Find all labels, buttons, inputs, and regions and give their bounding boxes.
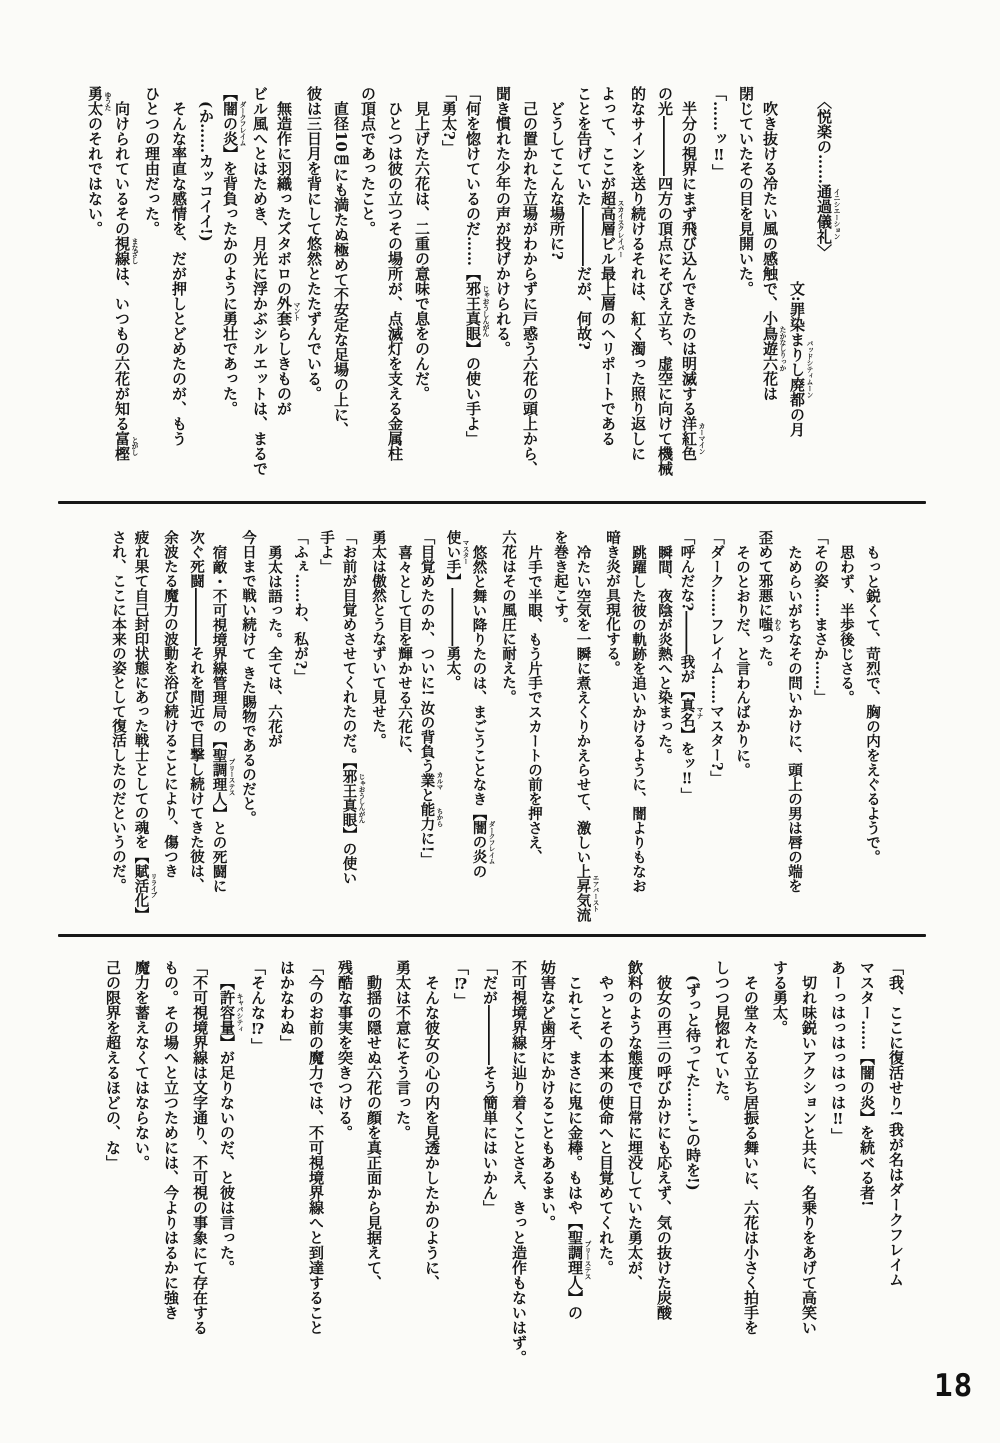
text-line: そんな彼女の心の内を見透かしたかのように、 — [423, 975, 441, 1290]
text-line: ビル風へとはためき、月光に浮かぶシルエットは、まるで — [251, 86, 269, 476]
ruby-annotated-text: 罪染まりし廃都の月 バッドシティムーン — [788, 301, 813, 437]
text-line: 己の置かれた立場がわからずに戸惑う六花の頭上から、 — [521, 101, 539, 476]
text-line: 彼は三日月を背にして悠然とたたずんでいる。 — [305, 86, 323, 401]
text-line: 残酷な事実を突きつける。 — [336, 960, 354, 1140]
text-line: 魔力を蓄えなくてはならない。 — [133, 960, 151, 1170]
ruby-annotated-text: 外套 マント — [275, 296, 300, 326]
story-title: 〈悦楽の……通過儀礼 イニシエーション〉 — [815, 93, 840, 259]
ruby-annotated-text: 許容量 キャパシティ — [218, 990, 243, 1035]
text-line: もっと鋭くて、苛烈で、胸の内をえぐるようで。 — [864, 544, 881, 864]
text-line: その堂々たる立ち居振る舞いに、六花は小さく拍手を — [742, 975, 760, 1335]
text-line: 「⁉」 — [452, 960, 470, 1008]
ruby-annotated-text: 業 カルマ — [418, 771, 443, 790]
text-line: 不可視境界線に辿り着くことさえ、きっと造作もないはず。 — [510, 960, 528, 1365]
text-line: 半分の視界にまず飛び込んできたのは明滅する洋紅色 カーマイン — [680, 101, 705, 461]
text-line: 聞き慣れた少年の声が投げかけられる。 — [494, 86, 512, 356]
section-divider — [58, 501, 926, 504]
text-line: マスター……【闇の炎】を統べる者! — [858, 960, 876, 1207]
ruby-annotated-text: 上昇気流 エアバースト — [574, 863, 599, 922]
text-line: 直径10㎝にも満たぬ極めて不安定な足場の上に、 — [332, 101, 350, 437]
ruby-annotated-text: 使い手 マスター — [444, 530, 469, 574]
ruby-annotated-text: 真名 マナ — [678, 698, 703, 727]
text-line: あーっはっはっはっは‼」 — [829, 960, 847, 1143]
text-line: 勇太は不意にそう言った。 — [394, 960, 412, 1140]
text-line: (ずっと待ってた……この時を!) — [684, 975, 702, 1191]
ruby-annotated-text: 聖調理人 プリーステス — [210, 747, 235, 806]
text-line: 閉じていたその目を見開いた。 — [737, 86, 755, 296]
text-line: これこそ、まさに鬼に金棒。もはや【聖調理人 プリーステス】の — [566, 975, 591, 1320]
text-line: 今日まで戦い続けて きた賜物であるのだと。 — [240, 530, 257, 826]
text-line: やっとその本来の使命へと目覚めてくれた。 — [597, 975, 615, 1275]
text-line: (か……カッコイイ!) — [197, 101, 215, 242]
text-line: 飲料のような態度で日常に埋没していた勇太が、 — [626, 960, 644, 1290]
ruby-annotated-text: 小鳥遊六花 たかなしりっか — [761, 311, 786, 386]
text-line: ひとつは彼の立つその場所が、点滅灯を支える金属柱 — [386, 101, 404, 461]
text-line: 「我、ここに復活せり! 我が名はダークフレイム — [887, 960, 905, 1287]
text-line: 「ダーク……フレイム……マスター?」 — [708, 530, 725, 785]
text-line: 思わず、半歩後じさる。 — [838, 544, 855, 704]
ruby-annotated-text: 闇の炎 ダークフレイム — [221, 101, 246, 146]
text-line: され、ここに本来の姿として復活したのだというのだ。 — [110, 530, 127, 893]
text-line: 「……ッ‼」 — [710, 86, 728, 179]
ruby-annotated-text: 超高層ビル スカイスクレイパー — [599, 191, 624, 266]
ruby-annotated-text: 洋紅色 カーマイン — [680, 416, 705, 461]
text-line: 向けられているその視線 まなざしは、いつもの六花が知る富樫 とがし — [113, 101, 138, 461]
text-line: 見上げた六花は、二重の意味で息をのんだ。 — [413, 101, 431, 401]
ruby-annotated-text: 邪王真眼 じゃおうしんがん — [340, 769, 365, 828]
text-line: 宿敵・不可視境界線管理局の【聖調理人 プリーステス】との死闘に — [210, 544, 235, 893]
text-line: 的なサインを送り続けるそれは、紅く濁った照り返しに — [629, 86, 647, 461]
text-line: そんな率直な感情を、だが押しとどめたのが、もう — [170, 101, 188, 446]
text-line: 「だが――――そう簡単にはいかん」 — [481, 960, 499, 1215]
text-line: 喜々として目を輝かせる六花に、 — [396, 544, 413, 762]
text-line: 「勇太?」 — [440, 86, 458, 155]
text-line: 「呼んだな?―――我が【真名 マナ】をッ‼」 — [678, 530, 703, 802]
text-line: 「ふぇ……わ、私が?」 — [292, 530, 309, 684]
ruby-annotated-text: 賦活化 リライブ — [132, 863, 157, 907]
text-line: 暗き炎が具現化する。 — [604, 530, 621, 675]
text-line: ひとつの理由だった。 — [143, 86, 161, 236]
text-line: 己の限界を超えるほどの、な」 — [104, 960, 122, 1170]
text-line: 【闇の炎 ダークフレイム】を背負ったかのように勇壮であった。 — [221, 86, 246, 416]
text-line: もの。その場へと立つためには、今よりはるかに強き — [162, 960, 180, 1320]
text-line: を巻き起こす。 — [552, 530, 569, 632]
author-credit: 文:罪染まりし廃都の月 バッドシティムーン — [788, 281, 813, 437]
text-line: 妨害など歯牙にかけることもあるまい。 — [539, 960, 557, 1230]
text-line: 「その姿……まさか……」 — [812, 530, 829, 704]
text-line: しつつ見惚れていた。 — [713, 960, 731, 1110]
text-line: 手よ」 — [318, 530, 335, 574]
text-line: 使い手 マスター】――――勇太。 — [444, 530, 469, 690]
text-line: 次ぐ死闘――――それを間近で目撃し続けてきた彼は、 — [188, 530, 205, 893]
ruby-annotated-text: 能力 ちから — [418, 802, 443, 832]
text-line: はかなわぬ」 — [278, 960, 296, 1050]
text-section-awakening — [105, 530, 925, 926]
text-line: 片手で半眼、もう片手でスカートの前を押さえ、 — [526, 544, 543, 864]
ruby-annotated-text: 勇太 ゆうた — [86, 86, 111, 116]
section-divider — [58, 934, 926, 937]
text-line: よって、ここが超高層ビル スカイスクレイパー最上層のヘリポートである — [599, 86, 624, 446]
text-line: 吹き抜ける冷たい風の感触で、小鳥遊六花 たかなしりっかは — [761, 101, 786, 401]
text-line: 「目覚めたのか、ついに! 汝の背負う業 カルマと能力 ちからに!」 — [418, 530, 443, 867]
text-line: 切れ味鋭いアクションと共に、名乗りをあげて高笑い — [800, 975, 818, 1335]
text-section-opening — [84, 86, 925, 496]
text-line: 【許容量 キャパシティ】が足りないのだ、と彼は言った。 — [218, 975, 243, 1275]
text-line: 疲れ果て自己封印状態にあった戦士としての魂を【賦活化 リライブ】 — [132, 530, 157, 922]
text-line: 余波たる魔力の波動を浴び続けることにより、傷つき — [162, 530, 179, 878]
text-line: 冷たい空気を一瞬に煮えくりかえらせて、激しい上昇気流 エアバースト — [574, 544, 599, 922]
ruby-annotated-text: 富樫 とがし — [113, 431, 138, 461]
text-line: ことを告げていた――――だが、何故? — [575, 86, 593, 350]
text-line: 勇太は傲然とうなずいて見せた。 — [370, 530, 387, 748]
text-line: 動揺の隠せぬ六花の顔を真正面から見据えて、 — [365, 975, 383, 1290]
page-number: 18 — [934, 1368, 974, 1404]
text-line: 勇太は語った。全ては、六花が — [266, 544, 283, 748]
text-line: ためらいがちなその問いかけに、頭上の男は唇の端を — [786, 544, 803, 893]
text-line: 跳躍した彼の軌跡を追いかけるように、闇よりもなお — [630, 544, 647, 893]
text-line: 「今のお前の魔力では、不可視境界線へと到達すること — [307, 960, 325, 1335]
ruby-annotated-text: 聖調理人 プリーステス — [566, 1230, 591, 1290]
ruby-annotated-text: 邪王真眼 じゃおうしんがん — [464, 281, 489, 341]
ruby-annotated-text: 闇の炎 ダークフレイム — [470, 820, 495, 864]
ruby-annotated-text: 嗤 わら — [756, 617, 781, 632]
ruby-annotated-text: 通過儀礼 イニシエーション — [815, 183, 840, 244]
text-line: 歪めて邪悪に嗤 わらった。 — [756, 530, 781, 675]
text-line: どうしてこんな場所に? — [548, 101, 566, 260]
text-line: の頂点であったこと。 — [359, 86, 377, 236]
ruby-annotated-text: 視線 まなざし — [113, 236, 138, 266]
text-line: 「不可視境界線は文字通り、不可視の事象にて存在する — [191, 960, 209, 1335]
text-line: 「そんな⁉」 — [249, 960, 267, 1053]
text-line: 彼女の再三の呼びかけにも応えず、気の抜けた炭酸 — [655, 975, 673, 1320]
text-line: 勇太 ゆうたのそれではない。 — [86, 86, 111, 236]
text-line: の光――――四方の頂点にそびえ立ち、虚空に向けて機械 — [656, 86, 674, 476]
text-section-revival — [98, 960, 925, 1384]
text-line: 無造作に羽織ったズタボロの外套 マントらしきものが — [275, 101, 300, 416]
text-line: 「お前が目覚めさせてくれたのだ。【邪王真眼 じゃおうしんがん】の使い — [340, 530, 365, 886]
text-line: そのとおりだ、と言わんばかりに。 — [734, 544, 751, 777]
text-line: 瞬間、夜陰が炎熱へと染まった。 — [656, 544, 673, 762]
text-line: 「何を惚けているのだ……【邪王真眼 じゃおうしんがん】の使い手よ」 — [464, 86, 489, 446]
text-line: 悠然と舞い降りたのは、まごうことなき【闇の炎 ダークフレイムの — [470, 544, 495, 878]
text-line: 六花はその風圧に耐えた。 — [500, 530, 517, 704]
text-line: する勇太。 — [771, 960, 789, 1035]
